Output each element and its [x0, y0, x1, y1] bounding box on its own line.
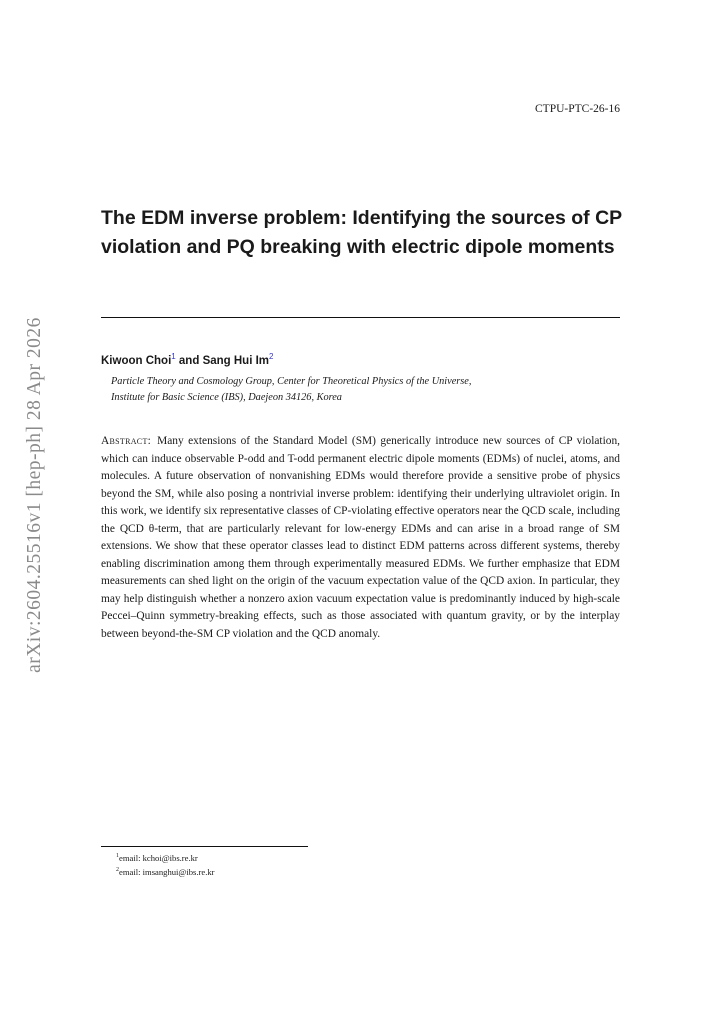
affiliation-line: Particle Theory and Cosmology Group, Center for Theoretical Physics of the Universe,	[111, 376, 472, 387]
abstract-text: Many extensions of the Standard Model (SM) generically introduce new sources of CP violation, which can induce observable P-odd and T-odd permanent electric dipole moments (EDMs) of nuclei, atoms, and molecules. A future observation of nonvanishing EDMs would therefore provide a sensitive probe of physics beyond the SM, while also posing a nontrivial inverse problem: identifying their underlying ultraviolet origin. In this work, we identify six representative classes of CP-violating effective operators near the QCD scale, including the QCD θ-term, that are particularly relevant for low-energy EDMs and can arise in a broad range of SM extensions. We show that these operator classes lead to distinct EDM patterns across different systems, thereby enabling discrimination among them through experimentally measured EDMs. We further emphasize that EDM measurements can shed light on the origin of the vacuum expectation value of the QCD axion. In particular, they may help distinguish whether a nonzero axion vacuum expectation value is predominantly induced by high-scale Peccei–Quinn symmetry-breaking effects, such as those associated with quantum gravity, or by the interplay between beyond-the-SM CP violation and the QCD anomaly.	[101, 435, 620, 640]
footnote	[116, 864, 215, 878]
author-name: Sang Hui Im	[202, 354, 270, 367]
abstract-label: Abstract:	[101, 435, 152, 447]
title-rule	[101, 317, 620, 318]
author-name: Kiwoon Choi	[101, 354, 172, 367]
footnote-marker[interactable]: 2	[269, 352, 274, 361]
footnote-marker[interactable]: 1	[171, 352, 176, 361]
footnote-number: 2	[116, 866, 119, 873]
footnote-text: email: kchoi@ibs.re.kr	[119, 852, 198, 863]
author-connector: and	[175, 354, 203, 367]
paper-title: The EDM inverse problem: Identifying the sources of CP violation and PQ breaking with electric dipole moments	[101, 207, 622, 258]
footnotes	[116, 850, 215, 878]
report-number: CTPU-PTC-26-16	[535, 103, 620, 115]
author-list	[101, 352, 273, 367]
footnote	[116, 850, 215, 864]
abstract	[101, 433, 620, 643]
footnote-number: 1	[116, 853, 119, 859]
affiliation-line: Institute for Basic Science (IBS), Daejeon 34126, Korea	[111, 392, 342, 403]
footnote-text: email: imsanghui@ibs.re.kr	[119, 866, 215, 877]
affiliation	[111, 374, 611, 406]
footnote-rule	[101, 846, 308, 847]
arxiv-side-identifier: arXiv:2604.25516v1 [hep-ph] 28 Apr 2026	[24, 317, 45, 673]
